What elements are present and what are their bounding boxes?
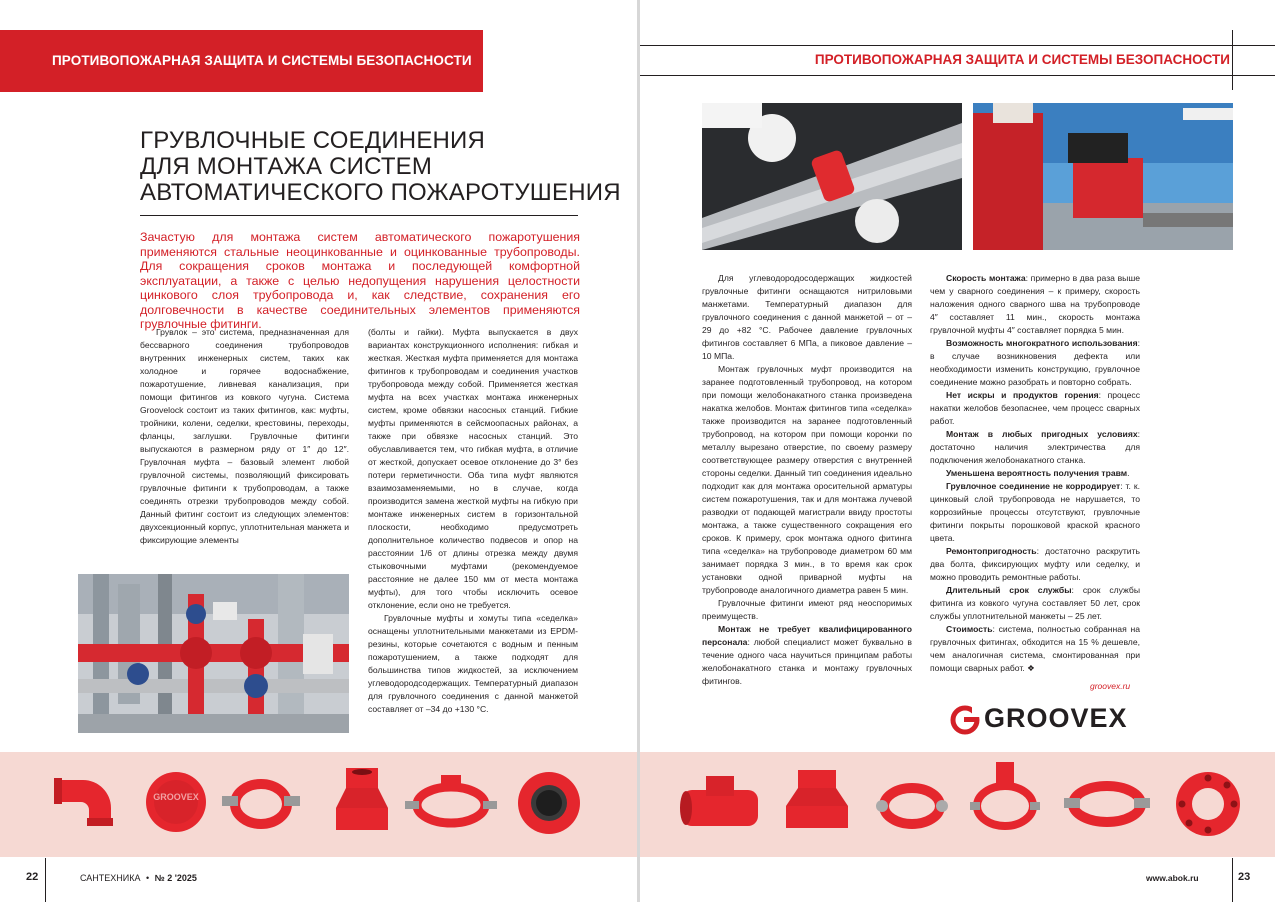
flexible-coupling-icon [872,776,952,832]
site-url[interactable]: www.abok.ru [1146,873,1199,883]
crop-mark [1232,30,1233,90]
advantage-title: Возможность многократного использования [946,338,1138,348]
concentric-reducer-icon [782,770,852,832]
elbow-fitting-icon [50,770,120,832]
paragraph: Грувлок – это система, предназначенная для бесcварного соединения трубопроводов внутренних инженерных систем, таких как холодное и горячее водоснабжение, пожаротушение, ливневая канализация, при помощи фитингов из ковкого чугуна. Система Groovelock состоит из таких фитингов, как: муфты, тройники, колени, седелки, крестовины, переходы, фланцы, заглушки. Грувлочные фитинги выпускаются в размерном ряду от 1″ до 12″. Грувлочная муфта – базовый элемент любой грувлочной системы, позволяющий фиксировать грувлочные фитинги к трубопроводам, а также соединять отрезки трубопроводов между собой. Данный фитинг состоит из следующих элементов: двухсекционный корпус, уплотнительная манжета и фиксирующие элементы [140,327,349,545]
section-band: ПРОТИВОПОЖАРНАЯ ЗАЩИТА И СИСТЕМЫ БЕЗОПАСНОСТИ [0,30,483,92]
flange-adapter-fitting-icon [514,770,584,836]
paragraph: Грувлочные фитинги имеют ряд неоспоримых преимуществ. [702,598,912,621]
title-rule [140,215,578,216]
logo-text: GROOVEX [984,703,1128,733]
saddle-fitting-icon [405,775,497,831]
header-rule-bottom [640,75,1275,76]
advantage-title: Стоимость [946,624,993,634]
advantage-title: Длительный срок службы [946,585,1072,595]
advantage-title: Грувлочное соединение не корродирует [946,481,1121,491]
mechanical-tee-icon [970,762,1040,834]
end-cap-fitting-icon [144,770,208,834]
advantage-text: : в случае возникновения дефекта или необходимости изменить конструкцию, грувлочное соединение можно разобрать и повторно собрать. [930,338,1140,387]
advantage-item [930,480,1140,545]
advantage-item [930,337,1140,389]
advantage-title: Скорость монтажа [946,273,1026,283]
column-3 [702,272,912,688]
tee-fitting-icon [678,776,762,836]
groovex-logo [950,700,1150,738]
coupling-install-photo [702,103,962,250]
advantage-item [930,272,1140,337]
reducer-fitting-icon [334,768,390,832]
flange-fitting-icon [1172,770,1244,838]
column-1 [140,326,349,547]
footer-rule-left [45,858,46,902]
advantage-item [930,584,1140,623]
source-link[interactable]: groovex.ru [1090,681,1131,691]
title-line: ДЛЯ МОНТАЖА СИСТЕМ [140,153,433,180]
advantage-title: Ремонтопригодность [946,546,1037,556]
advantage-text: : срок службы фитинга из ковкого чугуна составляет 50 лет, срок службы уплотнительной манжеты – 25 лет. [930,585,1140,621]
advantage-item [930,623,1140,675]
magazine-footer [80,873,197,883]
lead-paragraph: Зачастую для монтажа систем автоматического пожаротушения применяются стальные неоцинкованные и оцинкованные трубопроводы. Для сокращения сроков монтажа и последующей комфортной эксплуатации, а также с целью недопущения нарушения целостности цинкового слоя трубопровода и, как следствие, сохранения его долговечности в качестве соединительных элементов применяются грувлочные фитинги. [140,230,580,331]
advantage-title: Уменьшена вероятность получения травм [946,468,1128,478]
title-line: АВТОМАТИЧЕСКОГО ПОЖАРОТУШЕНИЯ [140,179,621,206]
article-title [140,127,621,206]
advantage-text: : достаточно раскрутить два болта, фиксирующих муфту или седелку, и можно проводить ремонтные работы. [930,546,1140,582]
advantage-item [930,467,1140,480]
coupling-fitting-icon [222,776,300,831]
spread-fold [637,0,640,902]
paragraph: (болты и гайки). Муфта выпускается в двух вариантах конструкционного исполнения: гибкая и жесткая. Жесткая муфта применяется для монтажа фитингов к трубопроводам и соединения участков трубопровода между собой. Применяется жесткая муфта на всех участках монтажа инженерных систем, кроме обвязки насосных станций. Гибкие муфты применяются в сейсмоопасных районах, а также при обвязке насосных станций. Это обуславливается тем, что гибкая муфта, в отличие от жесткой, допускает осевое отклонение до 3° без потери герметичности. Оба типа муфт являются взаимозаменяемыми, но в случае, когда производится замена жесткой муфты на гибкую при монтаже инженерных систем в горизонтальной плоскости, необходимо предусмотреть дополнительное количество подвесов и опор на расстоянии 1/6 от длины отрезка между двумя стыковочными муфтами (рекомендуемое расстояние не далее 150 мм от места монтажа муфты), для того чтобы исключить осевое отклонение, если оно не требуется. [368,327,578,610]
groovex-logo-icon [950,705,980,735]
advantage-text: : достаточно наличия электричества для подключения желобонакатного станка. [930,429,1140,465]
advantage-title: Монтаж в любых пригодных условиях [946,429,1138,439]
page-number-right: 23 [1238,871,1251,883]
advantage-text: . [1127,468,1130,478]
magazine-name: САНТЕХНИКА [80,873,141,883]
paragraph: Грувлочные муфты и хомуты типа «седелка» оснащены уплотнительными манжетами из EPDM-резины, которые сочетаются с водным и пенным пожаротушением, а также подходят для большинства типов жидкостей, за исключением углеводородсодержащих. Температурный диапазон для грувлочного соединения с данной манжетой составляет от –34 до +130 °С. [368,613,578,714]
advantage-item [930,428,1140,467]
advantage-item [930,389,1140,428]
paragraph-text: : любой специалист может буквально в течение одного часа научиться принципам работы желобонакатного станка и монтажу грувлочных фитингов. [702,637,912,686]
paragraph: Для углеводородосодержащих жидкостей грувлочные фитинги оснащаются нитриловыми манжетами. Температурный диапазон для грувлочного соединения с данной манжетой – от –29 до +82 °С. Рабочее давление грувлочных фитингов составляет 6 МПа, а пиковое давление – 10 МПа. [702,273,912,361]
advantage-text: : примерно в два раза выше чем у сварного соединения – к примеру, скорость наложения одного сварного шва на трубопроводе 4″ составляет 11 мин., скорость монтажа грувлочной муфты 4″ составляет порядка 5 мин. [930,273,1140,335]
cap-emboss-text: GROOVEX [153,792,199,802]
rigid-coupling-icon [1064,776,1150,830]
advantage-text: : система, полностью собранная на грувлочных фитингах, обходится на 15 % дешевле, чем аналогичная система, смонтированная при помощи сварных работ. ❖ [930,624,1140,673]
column-2 [368,326,578,716]
page-number-left: 22 [26,871,39,883]
column-4 [930,272,1140,675]
bold-lead: Монтаж не требует квалифицированного персонала [702,624,912,647]
paragraph: Монтаж грувлочных муфт производится на заранее подготовленный трубопровод, на котором при помощи желобонакатного станка произведена накатка желобов. Монтаж фитингов типа «седелка» также производится на заранее подготовленный трубопровод, на котором при помощи коронки по металлу вырезано отверстие, по своему размеру соответствующее размеру отверстия с внутренней стороны седелки. Данный тип соединения идеально подходит как для монтажа оросительной арматуры систем пожаротушения, так и для монтажа лучевой разводки от подающей магистрали ввиду простоты монтажа, а также существенного сокращения его сроков. К примеру, срок монтажа одного фитинга типа «седелка» на трубопроводе диаметром 60 мм занимает порядка 3 мин., в то время как срок установки одной приварной муфты на трубопроводе аналогичного диаметра равен 5 мин. [702,364,912,595]
pump-station-photo [78,574,349,733]
footer-bullet: • [146,873,150,883]
section-header: ПРОТИВОПОЖАРНАЯ ЗАЩИТА И СИСТЕМЫ БЕЗОПАСНОСТИ [814,52,1230,67]
advantage-item [930,545,1140,584]
header-rule-top [640,45,1275,46]
grooving-machine-photo [973,103,1233,250]
title-line: ГРУВЛОЧНЫЕ СОЕДИНЕНИЯ [140,127,486,154]
advantage-title: Нет искры и продуктов горения [946,390,1099,400]
footer-rule-right [1232,858,1233,902]
paragraph [702,623,912,688]
issue-number: № 2 '2025 [154,873,197,883]
advantage-text: : т. к. цинковый слой трубопровода не нарушается, то коррозийные процессы отсутствуют, грувлочные фитинги покрыты порошковой краской красного цвета. [930,481,1140,543]
advantage-text: : процесс накатки желобов безопаснее, чем процесс сварных работ. [930,390,1140,426]
